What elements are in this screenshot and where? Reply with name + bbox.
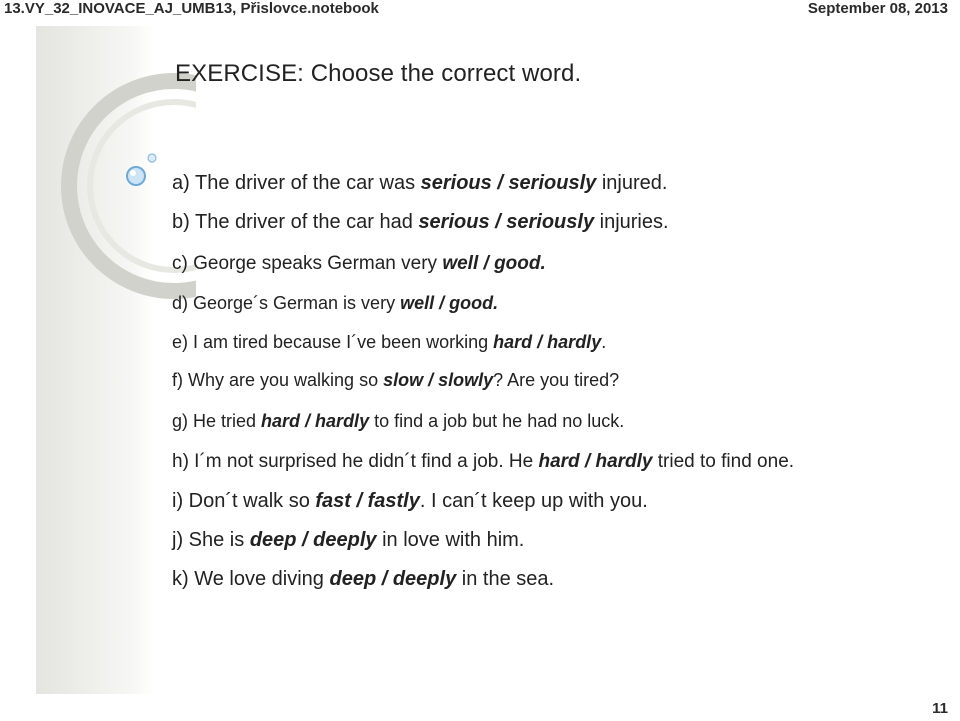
exercise-item-a: a) The driver of the car was serious / seriously injured. <box>172 172 668 194</box>
decorative-circles-graphic <box>36 26 196 366</box>
exercise-item-c: c) George speaks German very well / good. <box>172 253 546 274</box>
exercise-item-d: d) George´s German is very well / good. <box>172 293 499 313</box>
notebook-date: September 08, 2013 <box>807 0 948 17</box>
exercise-item-e: e) I am tired because I´ve been working hard / hardly. <box>172 332 607 352</box>
decorative-bubble-highlight <box>130 170 136 176</box>
decorative-bubble-small <box>148 154 156 162</box>
exercise-item-h: h) I´m not surprised he didn´t find a job. He hard / hardly tried to find one. <box>172 451 795 472</box>
exercise-item-i: i) Don´t walk so fast / fastly. I can´t keep up with you. <box>172 490 648 512</box>
exercise-item-b: b) The driver of the car had serious / seriously injuries. <box>172 211 669 233</box>
exercise-item-k: k) We love diving deep / deeply in the sea. <box>172 568 555 590</box>
exercise-item-g: g) He tried hard / hardly to find a job but he had no luck. <box>172 411 625 431</box>
page-number: 11 <box>932 700 948 717</box>
notebook-filename: 13.VY_32_INOVACE_AJ_UMB13, Přislovce.notebook <box>4 0 379 17</box>
exercise-item-f: f) Why are you walking so slow / slowly? Are you tired? <box>172 370 620 390</box>
exercise-title: EXERCISE: Choose the correct word. <box>175 60 582 87</box>
exercise-item-j: j) She is deep / deeply in love with him. <box>172 529 525 551</box>
decorative-bubble-large <box>127 167 145 185</box>
